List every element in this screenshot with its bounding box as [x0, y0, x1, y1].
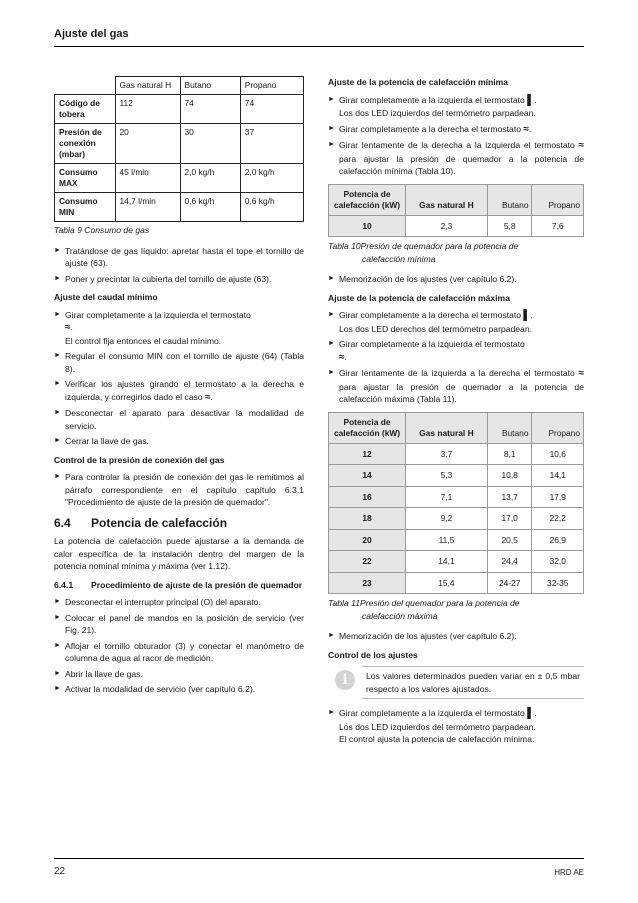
arrow-bullet-icon: ►: [54, 669, 61, 677]
table-caption: Tabla 11Presión del quemador para la potencia de calefacción máxima: [328, 598, 520, 621]
section-heading: Ajuste del caudal mínimo: [54, 292, 158, 302]
list-item: ► Tratándose de gas líquido: apretar hasta el tope el tornillo de ajuste (63).: [54, 245, 304, 268]
column-header: Propano: [240, 77, 303, 95]
arrow-bullet-icon: ►: [328, 632, 335, 639]
table-cell: 45 l/min: [115, 164, 180, 193]
list-item: ► Girar completamente a la derecha el termostato ▌. Los dos LED derechos del termómetro parpadean.: [328, 310, 533, 334]
subsection-title: Procedimiento de ajuste de la presión de quemador: [91, 579, 303, 590]
instruction-list: [54, 471, 304, 509]
table-cell: 26,9: [532, 529, 584, 551]
list-item: ► Girar completamente a la izquierda el termostato ≈. El control fija entonces el caudal mínimo.: [54, 309, 251, 346]
list-item: ► Girar completamente a la izquierda el termostato ▌. Los dos LED izquierdos del termómetro parpadean. El control ajusta la potencia de calefacción mínima.: [328, 708, 537, 744]
table-cell: 14,1: [406, 551, 488, 573]
table-header-row: [329, 184, 584, 215]
table-cell: 18: [329, 508, 406, 530]
table-caption: Tabla 10Presión de quemador para la potencia de calefacción mínima: [328, 241, 519, 264]
table-cell: 12: [329, 443, 406, 465]
table-cell: 24-27: [487, 572, 532, 594]
table-row: [55, 95, 304, 124]
table-cell: 14,7 l/min: [115, 193, 180, 222]
thermostat-min-icon: ▌: [523, 310, 531, 321]
table-cell: 0,6 kg/h: [180, 193, 240, 222]
table-cell: 17,0: [487, 508, 532, 530]
table-row: [55, 164, 304, 193]
table-cell: 20: [329, 529, 406, 551]
arrow-bullet-icon: ►: [328, 275, 335, 282]
column-header: Butano: [180, 77, 240, 95]
table-cell: 74: [240, 95, 303, 124]
section-heading: Control de la presión de conexión del gas: [54, 454, 225, 465]
table-cell: 10,8: [487, 465, 532, 487]
instruction-list: [328, 630, 584, 643]
list-item: ► Para controlar la presión de conexión del gas le remitimos al párrafo correspondiente en el capítulo capítulo 6.3.1 "Procedimiento de ajuste de la presión de quemador".: [54, 472, 304, 507]
column-header: Potencia de calefacción (kW): [329, 184, 406, 215]
table-cell: 7,1: [406, 486, 488, 508]
table-cell: 15,4: [406, 572, 488, 594]
column-header: Butano: [487, 412, 532, 443]
table-row: [329, 215, 584, 237]
list-item: ► Memorización de los ajustes (ver capítulo 6.2).: [328, 274, 517, 284]
subsection-number: 6.4.1: [54, 579, 74, 590]
table-cell: 8,1: [487, 443, 532, 465]
table-cell: 17,9: [532, 486, 584, 508]
arrow-bullet-icon: ►: [54, 437, 61, 444]
arrow-bullet-icon: ►: [328, 340, 335, 347]
gas-consumption-table: [54, 76, 304, 222]
list-item: ► Desconectar el interruptor principal (O) del aparato.: [54, 597, 261, 607]
arrow-bullet-icon: ►: [54, 685, 61, 692]
max-power-table: [328, 412, 584, 595]
arrow-bullet-icon: ►: [328, 124, 335, 132]
page-number: 22: [54, 866, 66, 877]
arrow-bullet-icon: ►: [54, 409, 61, 416]
row-header: Presión de conexión (mbar): [55, 124, 116, 164]
table-cell: 3,7: [406, 443, 488, 465]
arrow-bullet-icon: ►: [54, 380, 61, 387]
list-item: ► Activar la modalidad de servicio (ver capítulo 6.2).: [54, 684, 256, 694]
table-cell: 112: [115, 95, 180, 124]
table-cell: 20,5: [487, 529, 532, 551]
thermostat-max-icon: ≈: [204, 391, 211, 403]
table-cell: 22: [329, 551, 406, 573]
instruction-list: [54, 309, 304, 448]
list-item: ► Memorización de los ajustes (ver capítulo 6.2).: [328, 631, 517, 641]
table-row: [329, 572, 584, 594]
table-cell: 2,3: [406, 215, 488, 237]
instruction-list: [328, 94, 584, 178]
thermostat-min-icon: ▌: [527, 94, 535, 106]
arrow-bullet-icon: ►: [328, 709, 335, 716]
table-cell: 32,0: [532, 551, 584, 573]
list-item: ► Abrir la llave de gas.: [54, 668, 143, 679]
list-item: ► Regular el consumo MIN con el tornillo de ajuste (64) (Tabla 8).: [54, 351, 304, 374]
column-header: Butano: [487, 184, 532, 215]
table-cell: 10,6: [532, 443, 584, 465]
info-note: [328, 666, 584, 699]
min-power-table: [328, 184, 584, 238]
table-cell: 5,3: [406, 465, 488, 487]
paragraph: La potencia de calefacción puede ajustarse a la demanda de calor específica de la instalación dentro del margen de la potencia nominal mínima y máxima (ver 1.12).: [54, 536, 304, 571]
row-header: Consumo MAX: [55, 164, 116, 193]
table-cell: 16: [329, 486, 406, 508]
table-cell: 20: [115, 124, 180, 164]
arrow-bullet-icon: ►: [54, 473, 61, 480]
arrow-bullet-icon: ►: [54, 310, 61, 318]
thermostat-min-icon: ▌: [527, 708, 535, 719]
list-item: ► Cerrar la llave de gas.: [54, 436, 150, 446]
table-cell: 0,6 kg/h: [240, 193, 303, 222]
thermostat-max-icon: ≈: [578, 368, 584, 379]
list-item: ► Poner y precintar la cubierta del tornillo de ajuste (63).: [54, 273, 272, 284]
table-cell: 11,5: [406, 529, 488, 551]
instruction-list: [328, 309, 584, 406]
list-item: ► Girar lentamente de la derecha a la izquierda el termostato ≈ para ajustar la presión de quemador a la potencia de calefacción mínima (Tabla 10).: [328, 140, 584, 176]
table-row: [329, 486, 584, 508]
left-column: [54, 76, 304, 702]
table-header-row: [55, 77, 304, 95]
list-item: ► Girar completamente a la derecha el termostato ≈.: [328, 123, 532, 135]
header-rule: [54, 46, 584, 47]
list-item: ► Girar lentamente de la izquierda a la derecha el termostato ≈ para ajustar la presión de quemador a la potencia de calefacción máxima (Tabla 11).: [328, 368, 584, 404]
column-header: Propano: [532, 184, 584, 215]
table-cell: 13,7: [487, 486, 532, 508]
thermostat-max-icon: ≈: [339, 351, 345, 363]
column-header: Potencia de calefacción (kW): [329, 412, 406, 443]
arrow-bullet-icon: ►: [328, 95, 335, 103]
table-row: [329, 529, 584, 551]
arrow-bullet-icon: ►: [328, 369, 335, 376]
table-header-row: [329, 412, 584, 443]
list-item: ► Desconectar el aparato para desactivar la modalidad de servicio.: [54, 408, 304, 431]
table-row: [329, 508, 584, 530]
section-heading: Ajuste de la potencia de calefacción máxima: [328, 292, 510, 303]
arrow-bullet-icon: ►: [54, 641, 61, 649]
table-cell: 14,1: [532, 465, 584, 487]
thermostat-max-icon: ≈: [578, 140, 584, 151]
arrow-bullet-icon: ►: [54, 246, 61, 254]
table-cell: 30: [180, 124, 240, 164]
table-caption: Tabla 9 Consumo de gas: [54, 225, 150, 235]
arrow-bullet-icon: ►: [54, 613, 61, 621]
note-text: Los valores determinados pueden variar en ± 0,5 mbar respecto a los valores ajustados.: [362, 666, 584, 699]
chapter-number: 6.4: [54, 515, 71, 530]
running-header: Ajuste del gas: [54, 28, 129, 40]
footer-rule: [54, 858, 584, 859]
table-cell: 22,2: [532, 508, 584, 530]
table-cell: 2,0 kg/h: [180, 164, 240, 193]
thermostat-max-icon: ≈: [523, 123, 529, 135]
instruction-list: [54, 596, 304, 696]
subsection-heading: [54, 579, 304, 592]
table-row: [329, 551, 584, 573]
table-cell: 5,8: [487, 215, 532, 237]
instruction-list: [328, 707, 584, 746]
table-cell: 14: [329, 465, 406, 487]
list-item: ► Verificar los ajustes girando el termostato a la derecha e izquierda, y corregirlos dado el caso ≈.: [54, 379, 304, 403]
document-id: HRD AE: [554, 868, 584, 877]
section-heading: Ajuste de la potencia de calefacción mínima: [328, 77, 509, 87]
table-cell: 7,6: [532, 215, 584, 237]
table-row: [329, 465, 584, 487]
arrow-bullet-icon: ►: [54, 352, 61, 359]
table-cell: 10: [329, 215, 406, 237]
arrow-bullet-icon: ►: [54, 598, 61, 605]
column-header: Propano: [532, 412, 584, 443]
list-item: ► Girar completamente a la izquierda el termostato ▌. Los dos LED izquierdos del termómetro parpadean.: [328, 94, 537, 118]
chapter-heading: [54, 517, 304, 530]
section-heading: Control de los ajustes: [328, 649, 418, 660]
table-row: [55, 193, 304, 222]
column-header: Gas natural H: [406, 412, 488, 443]
list-item: ► Colocar el panel de mandos en la posición de servicio (ver Fig. 21).: [54, 612, 304, 635]
table-cell: 32-35: [532, 572, 584, 594]
table-row: [329, 443, 584, 465]
row-header: Consumo MIN: [55, 193, 116, 222]
instruction-list: [54, 245, 304, 286]
table-cell: 23: [329, 572, 406, 594]
table-cell: 2,0 kg/h: [240, 164, 303, 193]
table-cell: 24,4: [487, 551, 532, 573]
table-cell: 9,2: [406, 508, 488, 530]
table-row: [55, 124, 304, 164]
arrow-bullet-icon: ►: [328, 141, 335, 148]
table-corner-cell: [55, 77, 116, 95]
instruction-list: [328, 273, 584, 286]
chapter-title: Potencia de calefacción: [91, 515, 228, 530]
column-header: Gas natural H: [115, 77, 180, 95]
right-column: [328, 76, 584, 752]
thermostat-max-icon: ≈: [65, 322, 71, 333]
row-header: Código de tobera: [55, 95, 116, 124]
table-cell: 37: [240, 124, 303, 164]
list-item: ► Aflojar el tornillo obturador (3) y conectar el manómetro de columna de agua al racor de medición.: [54, 640, 304, 663]
column-header: Gas natural H: [406, 184, 488, 215]
table-cell: 74: [180, 95, 240, 124]
info-icon: i: [335, 670, 355, 690]
arrow-bullet-icon: ►: [54, 274, 61, 282]
arrow-bullet-icon: ►: [328, 311, 335, 318]
list-item: ► Girar completamente a la izquierda el termostato ≈.: [328, 339, 525, 363]
